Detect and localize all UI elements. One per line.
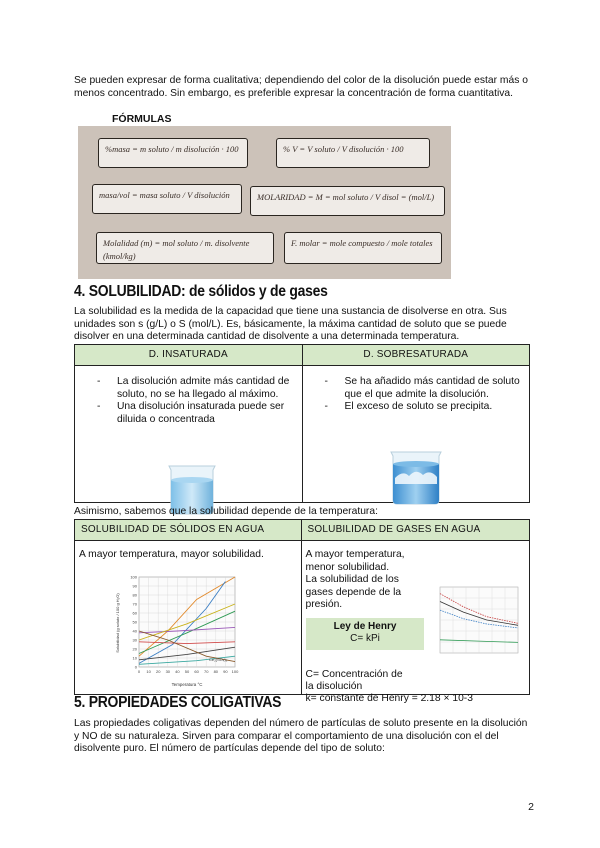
gases-line: La solubilidad de los: [305, 574, 399, 586]
formula-card-molality: Molalidad (m) = mol soluto / m. disolvente (kmol/kg): [96, 232, 274, 264]
section4-heading: 4. SOLUBILIDAD: de sólidos y de gases: [74, 283, 328, 300]
solids-x-tick: 50: [184, 669, 190, 674]
solids-x-tick: 10: [146, 669, 151, 674]
solids-x-tick: 70: [203, 669, 209, 674]
solids-y-tick: 20: [132, 646, 137, 652]
gases-line: presión.: [305, 599, 343, 611]
solids-y-axis-label: Solubilidad (g soluto / 100 g H₂O): [115, 593, 120, 653]
gases-line: A mayor temperatura,: [305, 549, 405, 560]
solids-y-tick: 40: [132, 628, 137, 634]
insaturada-item: - Una disolución insaturada puede ser diluida o concentrada: [75, 401, 294, 426]
henry-title: Ley de Henry: [333, 621, 397, 632]
sobresaturada-item: - Se ha añadido más cantidad de soluto que el que admite la disolución.: [303, 376, 521, 401]
gases-solubility-chart: [426, 583, 522, 669]
solids-x-tick: 60: [194, 669, 199, 674]
solids-y-tick: 30: [132, 637, 137, 643]
header-solids: SOLUBILIDAD DE SÓLIDOS EN AGUA: [75, 520, 302, 541]
sobresaturada-cell: [302, 366, 529, 503]
solids-x-axis-label: Temperatura °C: [171, 682, 203, 687]
solids-y-tick: 80: [132, 592, 137, 598]
formula-card-mass-volume: masa/vol = masa soluto / V disolución: [92, 184, 242, 214]
solids-x-tick: 0: [137, 669, 141, 674]
formulas-label: FÓRMULAS: [112, 113, 172, 125]
temperature-sentence: Asimismo, sabemos que la solubilidad depende de la temperatura:: [74, 506, 378, 517]
solids-x-tick: 100: [231, 669, 239, 674]
solids-solubility-chart: [113, 571, 241, 691]
solids-y-tick: 0: [134, 664, 137, 670]
insaturada-cell: [75, 366, 303, 503]
gases-line: gases depende de la: [305, 586, 402, 598]
solids-y-tick: 10: [132, 655, 137, 661]
solids-x-tick: 20: [155, 669, 161, 674]
intro-paragraph: Se pueden expresar de forma cualitativa; dependiendo del color de la disolución puede estar más o menos concentrado. Sin embargo, es preferible expresar la concentración de forma cuantitativa.: [74, 75, 528, 99]
solids-y-tick: 90: [132, 583, 137, 589]
formulas-photo: [78, 126, 451, 279]
henry-definition-line: k= constante de Henry = 2.18 × 10-3: [305, 693, 473, 705]
solids-cell: [75, 541, 302, 695]
formula-card-molar-fraction: F. molar = mole compuesto / mole totales: [284, 232, 442, 264]
gases-line: menor solubilidad.: [305, 561, 390, 573]
section4-paragraph: La solubilidad es la medida de la capacidad que tiene una sustancia de disolverse en otra. Sus unidades son s (g/L) o S (mol/L). Es, básicamente, la máxima cantidad de soluto que se puede disolver en una determinada cantidad de disolvente a una determinada temperatura.: [74, 306, 507, 343]
page-number: 2: [528, 801, 534, 813]
header-insaturada: D. INSATURADA: [75, 345, 303, 366]
solids-y-tick: 70: [132, 601, 137, 607]
formula-card-molarity: MOLARIDAD = M = mol soluto / V disol = (mol/L): [250, 186, 445, 216]
saturation-table: [74, 344, 530, 503]
solids-y-tick: 50: [132, 619, 137, 625]
henry-formula: C= kPi: [350, 633, 380, 644]
header-sobresaturada: D. SOBRESATURADA: [302, 345, 529, 366]
section5-paragraph: Las propiedades coligativas dependen del número de partículas de soluto presente en la disolución y NO de su naturaleza. Sirven para comparar el comportamiento de una disolución con el del disolvente puro. El número de partículas depende del tipo de soluto:: [74, 718, 528, 755]
solids-x-tick: 90: [223, 669, 228, 674]
insaturada-item: - La disolución admite más cantidad de soluto, no se ha llegado al máximo.: [75, 376, 294, 401]
henry-law-box: [306, 618, 424, 650]
formula-card-mass-percent: %masa = m soluto / m disolución · 100: [98, 138, 248, 168]
formula-card-volume-percent: % V = V soluto / V disolución · 100: [276, 138, 430, 168]
solids-x-tick: 80: [213, 669, 219, 674]
sobresaturada-item: - El exceso de soluto se precipita.: [303, 401, 521, 414]
henry-definition-line: C= Concentración de: [305, 669, 403, 680]
solids-annotation: Ce₂(SO₄)₃: [209, 657, 228, 662]
henry-definition-line: la disolución: [305, 681, 363, 693]
solids-x-tick: 30: [165, 669, 171, 674]
section5-heading: 5. PROPIEDADES COLIGATIVAS: [74, 694, 282, 711]
beaker-sobresaturada-icon: [385, 448, 447, 506]
solids-x-tick: 40: [175, 669, 180, 674]
solids-y-tick: 60: [132, 610, 137, 616]
solids-text: A mayor temperatura, mayor solubilidad.: [79, 549, 264, 560]
solids-y-tick: 100: [130, 574, 137, 580]
header-gases: SOLUBILIDAD DE GASES EN AGUA: [301, 520, 529, 541]
